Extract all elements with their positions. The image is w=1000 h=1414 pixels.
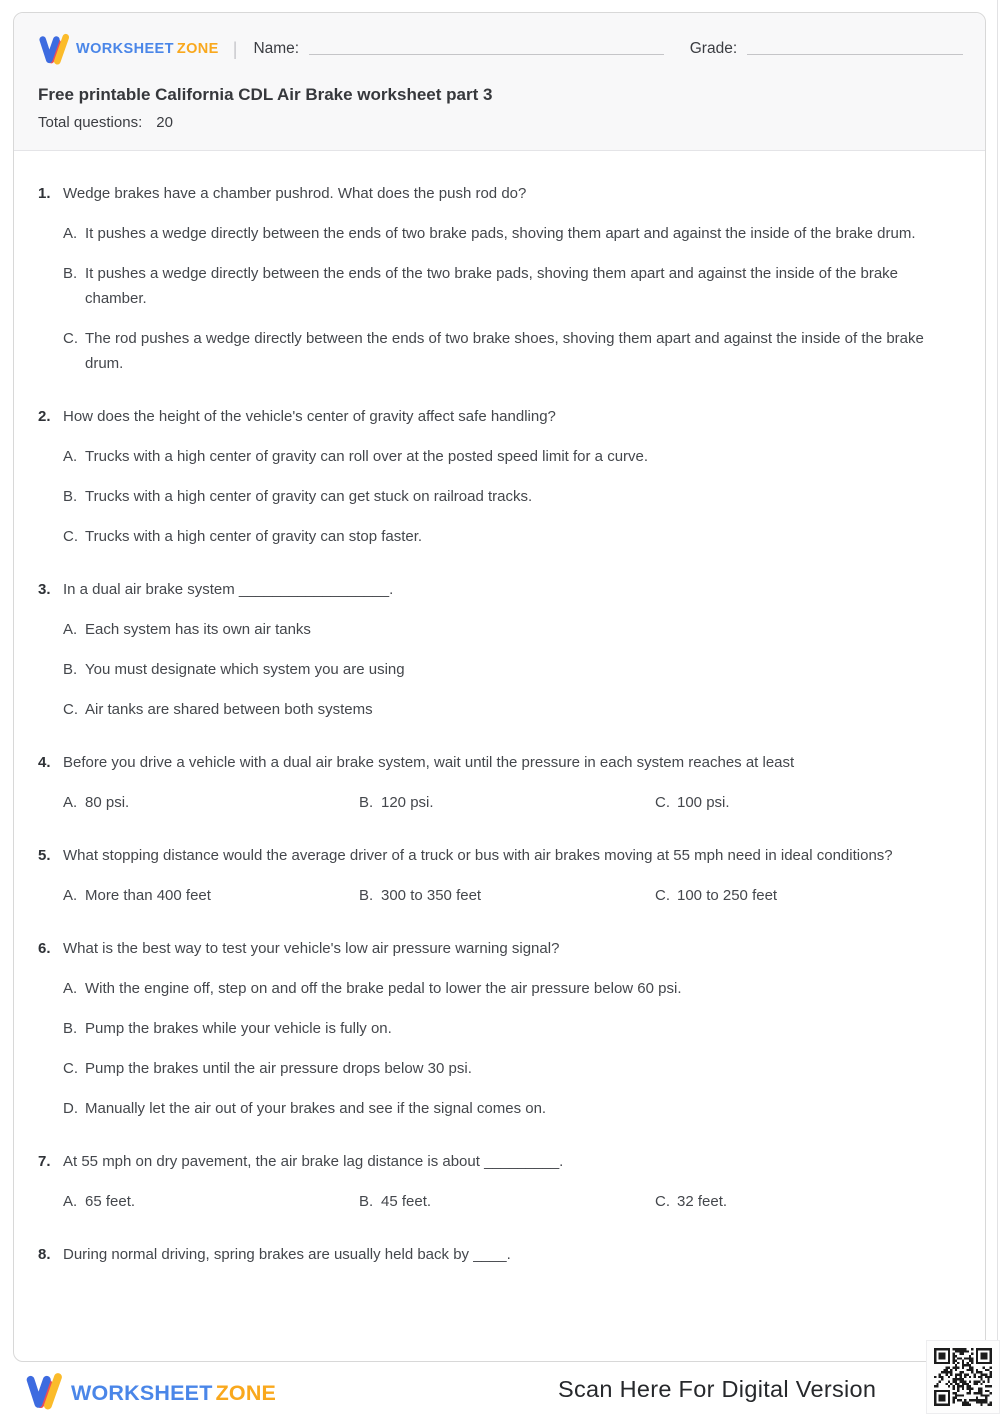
option-label: C.: [63, 1060, 78, 1077]
option-label: A.: [63, 887, 78, 904]
option-text: Trucks with a high center of gravity can get stuck on railroad tracks.: [85, 488, 533, 505]
option-label: A.: [63, 448, 78, 465]
option-text: It pushes a wedge directly between the ends of the two brake pads, shoving them apart and against the inside of the brake chamber.: [85, 265, 899, 307]
option-label: C.: [655, 794, 670, 811]
option-text: Manually let the air out of your brakes and see if the signal comes on.: [85, 1100, 547, 1117]
question-item: [38, 577, 957, 722]
header-separator: |: [232, 38, 238, 59]
questions-list: [14, 151, 985, 1267]
question-head: [38, 936, 957, 961]
option-label: B.: [359, 1193, 374, 1210]
option-label: B.: [63, 1020, 78, 1037]
page-right-edge: [997, 0, 998, 1414]
option-text: Air tanks are shared between both systems: [85, 701, 373, 718]
option-item: [63, 790, 359, 815]
option-label: B.: [63, 265, 78, 282]
worksheet-title: Free printable California CDL Air Brake worksheet part 3: [38, 85, 493, 104]
option-text: More than 400 feet: [85, 887, 211, 904]
option-item: [655, 883, 951, 908]
option-label: A.: [63, 794, 78, 811]
question-options: [63, 444, 957, 549]
footer-logo: [25, 1371, 276, 1414]
option-text: Pump the brakes until the air pressure drops below 30 psi.: [85, 1060, 472, 1077]
option-text: 100 psi.: [677, 794, 730, 811]
option-item: [63, 1096, 957, 1121]
question-number: 6.: [38, 940, 51, 957]
option-text: Trucks with a high center of gravity can stop faster.: [85, 528, 423, 545]
option-label: A.: [63, 225, 78, 242]
question-item: [38, 750, 957, 815]
option-item: [63, 1016, 957, 1041]
question-number: 4.: [38, 754, 51, 771]
total-questions-value: 20: [156, 114, 173, 131]
option-item: [63, 261, 957, 311]
question-options: [63, 883, 957, 908]
option-item: [63, 657, 957, 682]
option-text: It pushes a wedge directly between the ends of two brake pads, shoving them apart and against the inside of the brake drum.: [85, 225, 916, 242]
option-item: [63, 976, 957, 1001]
question-text: How does the height of the vehicle's center of gravity affect safe handling?: [63, 408, 556, 425]
worksheetzone-logo: [38, 32, 219, 66]
option-item: [63, 221, 957, 246]
option-label: A.: [63, 621, 78, 638]
option-item: [655, 1189, 951, 1214]
question-head: [38, 843, 957, 868]
logo-word-worksheet: WORKSHEET: [76, 41, 174, 57]
option-text: 120 psi.: [381, 794, 434, 811]
question-number: 2.: [38, 408, 51, 425]
header-row: [38, 29, 963, 69]
option-item: [63, 617, 957, 642]
option-item: [63, 697, 957, 722]
grade-blank-line: [747, 54, 963, 55]
question-options: [63, 790, 957, 815]
option-label: B.: [359, 887, 374, 904]
question-text: Before you drive a vehicle with a dual air brake system, wait until the pressure in each system reaches at least: [63, 754, 795, 771]
option-item: [63, 883, 359, 908]
option-item: [359, 1189, 655, 1214]
option-text: 80 psi.: [85, 794, 130, 811]
option-text: The rod pushes a wedge directly between the ends of two brake shoes, shoving them apart and against the inside of the brake drum.: [85, 330, 924, 372]
option-label: C.: [655, 887, 670, 904]
option-label: C.: [63, 528, 78, 545]
question-number: 3.: [38, 581, 51, 598]
question-text: At 55 mph on dry pavement, the air brake lag distance is about _________.: [63, 1153, 564, 1170]
question-number: 5.: [38, 847, 51, 864]
total-questions-row: [38, 114, 963, 131]
question-item: [38, 1242, 957, 1267]
option-item: [63, 524, 957, 549]
worksheetzone-logo-icon: [25, 1371, 63, 1414]
question-head: [38, 181, 957, 206]
option-text: 45 feet.: [381, 1193, 432, 1210]
footer-logo-word-worksheet: WORKSHEET: [71, 1381, 213, 1405]
question-head: [38, 750, 957, 775]
total-questions-label: Total questions:: [38, 114, 143, 131]
question-number: 7.: [38, 1153, 51, 1170]
qr-code: [926, 1340, 1000, 1414]
question-number: 8.: [38, 1246, 51, 1263]
question-head: [38, 1242, 957, 1267]
worksheetzone-logo-icon: [38, 32, 70, 66]
question-head: [38, 1149, 957, 1174]
option-item: [359, 883, 655, 908]
option-label: D.: [63, 1100, 78, 1117]
option-item: [359, 790, 655, 815]
name-blank-line: [309, 54, 664, 55]
logo-word-zone: ZONE: [176, 41, 219, 57]
option-item: [63, 1056, 957, 1081]
question-head: [38, 577, 957, 602]
question-text: What stopping distance would the average driver of a truck or bus with air brakes moving at 55 mph need in ideal conditions?: [63, 847, 893, 864]
question-options: [63, 221, 957, 376]
grade-label: Grade:: [689, 40, 738, 57]
option-text: 100 to 250 feet: [677, 887, 778, 904]
option-label: A.: [63, 980, 78, 997]
worksheet-header: [14, 13, 985, 151]
question-options: [63, 617, 957, 722]
option-item: [63, 326, 957, 376]
option-label: C.: [63, 701, 78, 718]
option-label: C.: [655, 1193, 670, 1210]
option-label: B.: [359, 794, 374, 811]
option-item: [63, 484, 957, 509]
name-label: Name:: [253, 40, 300, 57]
question-options: [63, 1189, 957, 1214]
worksheet-card: [13, 12, 986, 1362]
option-item: [655, 790, 951, 815]
option-text: Trucks with a high center of gravity can roll over at the posted speed limit for a curve.: [85, 448, 649, 465]
footer-logo-wordmark: [71, 1381, 276, 1406]
option-text: 300 to 350 feet: [381, 887, 482, 904]
footer-logo-word-zone: ZONE: [215, 1381, 277, 1405]
question-item: [38, 843, 957, 908]
question-text: Wedge brakes have a chamber pushrod. What does the push rod do?: [63, 185, 527, 202]
question-text: During normal driving, spring brakes are usually held back by ____.: [63, 1246, 511, 1263]
question-item: [38, 181, 957, 376]
question-options: [63, 976, 957, 1121]
question-number: 1.: [38, 185, 51, 202]
option-text: Pump the brakes while your vehicle is fully on.: [85, 1020, 392, 1037]
option-text: You must designate which system you are using: [85, 661, 405, 678]
option-label: C.: [63, 330, 78, 347]
option-item: [63, 1189, 359, 1214]
question-item: [38, 1149, 957, 1214]
logo-wordmark: [76, 41, 219, 57]
option-text: With the engine off, step on and off the brake pedal to lower the air pressure below 60 psi.: [85, 980, 682, 997]
question-text: What is the best way to test your vehicle's low air pressure warning signal?: [63, 940, 560, 957]
question-item: [38, 936, 957, 1121]
question-head: [38, 404, 957, 429]
option-text: 32 feet.: [677, 1193, 728, 1210]
title-block: [38, 85, 963, 131]
option-label: B.: [63, 488, 78, 505]
option-label: B.: [63, 661, 78, 678]
option-text: Each system has its own air tanks: [85, 621, 311, 638]
question-text: In a dual air brake system __________________.: [63, 581, 394, 598]
option-label: A.: [63, 1193, 78, 1210]
scan-here-text: Scan Here For Digital Version: [558, 1376, 877, 1402]
question-item: [38, 404, 957, 549]
option-item: [63, 444, 957, 469]
option-text: 65 feet.: [85, 1193, 136, 1210]
